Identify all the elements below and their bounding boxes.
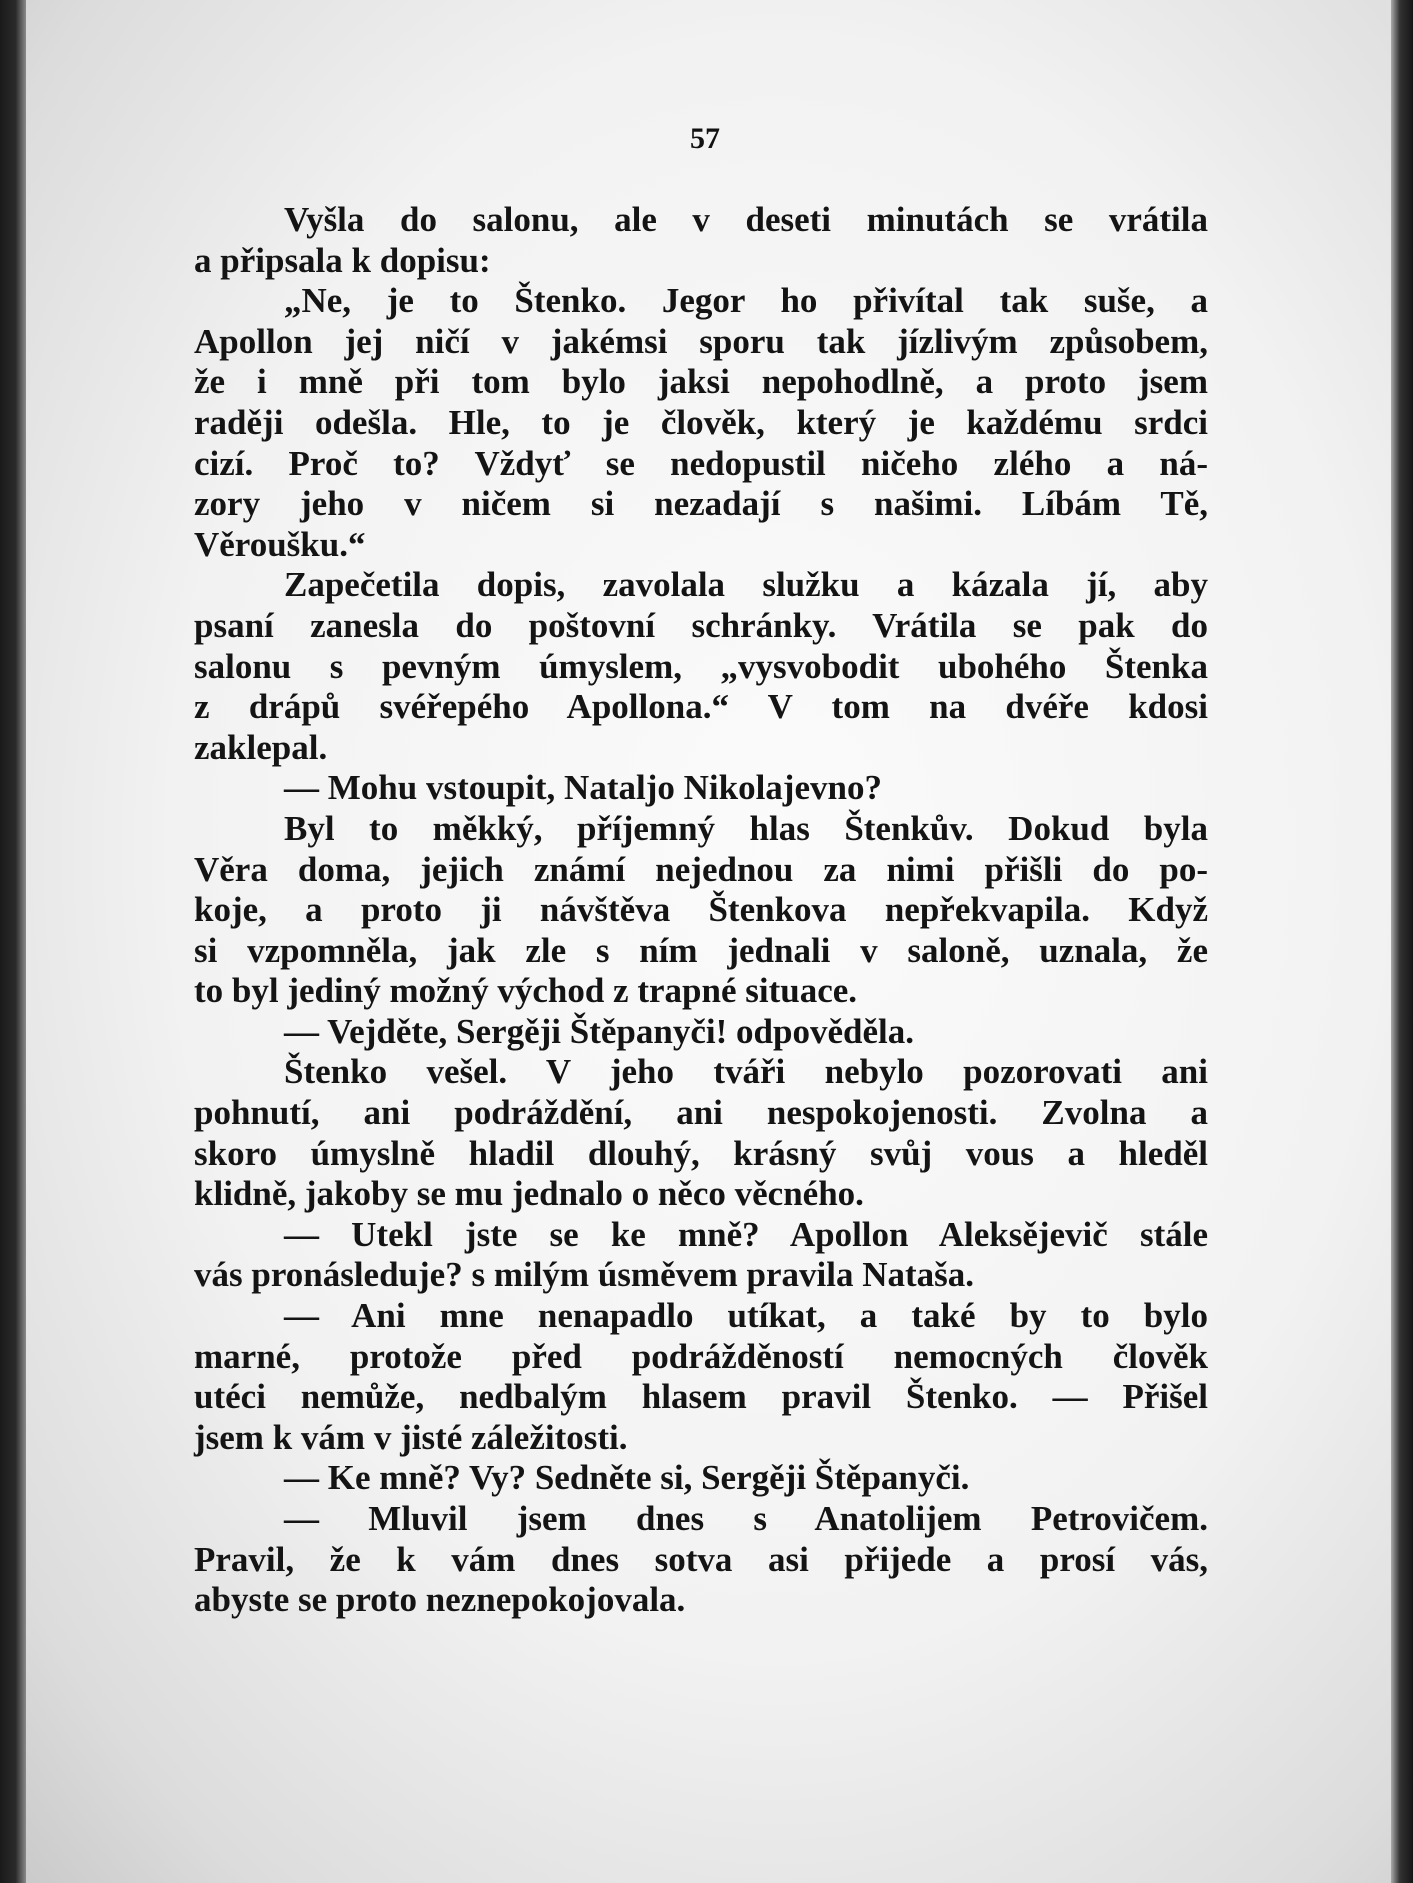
text-line: že i mně při tom bylo jaksi nepohodlně, a proto jsem: [194, 362, 1208, 402]
text-line: Pravil, že k vám dnes sotva asi přijede a prosí vás,: [194, 1539, 1208, 1579]
text-line: Věroušku.“: [194, 524, 366, 564]
text-line: Vyšla do salonu, ale v deseti minutách se vrátila: [284, 200, 1208, 239]
text-line: psaní zanesla do poštovní schránky. Vrátila se pak do: [194, 605, 1208, 645]
text-line: zory jeho v ničem si nezadají s našimi. Líbám Tě,: [194, 484, 1208, 524]
text-line: to byl jediný možný východ z trapné situace.: [194, 971, 858, 1011]
text-line: Štenko vešel. V jeho tváři nebylo pozorovati ani: [284, 1052, 1208, 1092]
page-edge-shadow: [1391, 0, 1413, 1883]
text-line: Věra doma, jejich známí nejednou za nimi přišli do po-: [194, 849, 1208, 889]
text-line: — Ke mně? Vy? Sedněte si, Sergěji Štěpanyči.: [284, 1458, 970, 1498]
text-line: marné, protože před podrážděností nemocných člověk: [194, 1336, 1208, 1376]
text-line: vás pronásleduje? s milým úsměvem pravila Nataša.: [194, 1255, 975, 1295]
text-line: jsem k vám v jisté záležitosti.: [194, 1417, 628, 1457]
body-text: [194, 200, 1208, 1621]
text-line: abyste se proto neznepokojovala.: [194, 1580, 686, 1620]
text-line: z drápů svéřepého Apollona.“ V tom na dvéře kdosi: [194, 687, 1208, 727]
text-line: Zapečetila dopis, zavolala služku a kázala jí, aby: [284, 565, 1208, 605]
text-line: Apollon jej ničí v jakémsi sporu tak jízlivým způsobem,: [194, 321, 1208, 361]
text-line: zaklepal.: [194, 727, 328, 767]
text-line: — Vejděte, Sergěji Štěpanyči! odpověděla.: [284, 1011, 914, 1051]
text-line: a připsala k dopisu:: [194, 240, 491, 280]
text-line: salonu s pevným úmyslem, „vysvobodit ubohého Štenka: [194, 646, 1208, 686]
text-line: — Mohu vstoupit, Nataljo Nikolajevno?: [284, 768, 882, 808]
text-line: — Ani mne nenapadlo utíkat, a také by to bylo: [284, 1296, 1208, 1336]
text-line: — Mluvil jsem dnes s Anatolijem Petrovičem.: [284, 1499, 1208, 1538]
text-line: cizí. Proč to? Vždyť se nedopustil ničeho zlého a ná-: [194, 443, 1208, 483]
text-line: — Utekl jste se ke mně? Apollon Aleksějevič stále: [284, 1214, 1208, 1254]
text-line: pohnutí, ani podráždění, ani nespokojenosti. Zvolna a: [194, 1093, 1208, 1133]
text-line: skoro úmyslně hladil dlouhý, krásný svůj vous a hleděl: [194, 1133, 1208, 1173]
page-number: 57: [690, 122, 720, 155]
text-line: koje, a proto ji návštěva Štenkova nepřekvapila. Když: [194, 890, 1208, 930]
text-line: Byl to měkký, příjemný hlas Štenkův. Dokud byla: [284, 808, 1208, 848]
text-line: si vzpomněla, jak zle s ním jednali v saloně, uznala, že: [194, 930, 1208, 970]
text-line: utéci nemůže, nedbalým hlasem pravil Štenko. — Přišel: [194, 1377, 1208, 1417]
text-line: „Ne, je to Štenko. Jegor ho přivítal tak suše, a: [284, 281, 1208, 321]
book-spine-shadow: [0, 0, 26, 1883]
text-line: klidně, jakoby se mu jednalo o něco věcného.: [194, 1174, 864, 1214]
text-line: raději odešla. Hle, to je člověk, který je každému srdci: [194, 402, 1208, 442]
